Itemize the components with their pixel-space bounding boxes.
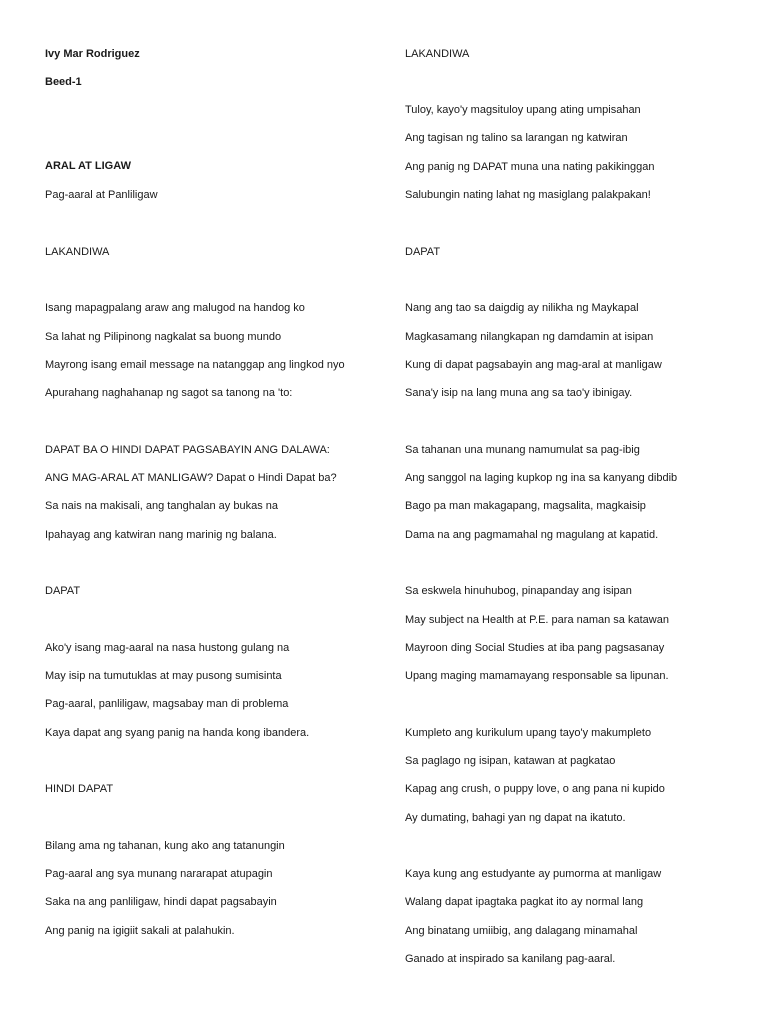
verse-line: Bago pa man makagapang, magsalita, magkaisip	[405, 500, 646, 512]
hindi-dapat-heading: HINDI DAPAT	[45, 783, 114, 795]
verse-line: Dama na ang pagmamahal ng magulang at kapatid.	[405, 529, 659, 541]
verse-line: Magkasamang nilangkapan ng damdamin at isipan	[405, 331, 654, 343]
verse-line: Apurahang naghahanap ng sagot sa tanong na 'to:	[45, 387, 293, 399]
verse-line: Bilang ama ng tahanan, kung ako ang tatanungin	[45, 840, 285, 852]
verse-line: Sana'y isip na lang muna ang sa tao'y ibinigay.	[405, 387, 633, 399]
verse-line: Walang dapat ipagtaka pagkat ito ay normal lang	[405, 896, 644, 908]
course-label: Beed-1	[45, 76, 82, 88]
verse-line: Upang maging mamamayang responsable sa lipunan.	[405, 670, 669, 682]
verse-line: Sa tahanan una munang namumulat sa pag-ibig	[405, 444, 640, 456]
document-title: ARAL AT LIGAW	[45, 160, 131, 172]
verse-line: Kumpleto ang kurikulum upang tayo'y makumpleto	[405, 727, 652, 739]
verse-line: Ganado at inspirado sa kanilang pag-aaral.	[405, 953, 616, 965]
verse-line: Ang tagisan ng talino sa larangan ng katwiran	[405, 132, 628, 144]
verse-line: Pag-aaral, panliligaw, magsabay man di problema	[45, 698, 289, 710]
verse-line: May subject na Health at P.E. para naman sa katawan	[405, 614, 669, 626]
verse-line: Kung di dapat pagsabayin ang mag-aral at manligaw	[405, 359, 662, 371]
verse-line: DAPAT BA O HINDI DAPAT PAGSABAYIN ANG DALAWA:	[45, 444, 330, 456]
verse-line: Ipahayag ang katwiran nang marinig ng balana.	[45, 529, 277, 541]
verse-line: Sa lahat ng Pilipinong nagkalat sa buong mundo	[45, 331, 282, 343]
lakandiwa-heading: LAKANDIWA	[405, 48, 470, 60]
verse-line: May isip na tumutuklas at may pusong sumisinta	[45, 670, 282, 682]
verse-line: Sa eskwela hinuhubog, pinapanday ang isipan	[405, 585, 632, 597]
verse-line: Mayroon ding Social Studies at iba pang pagsasanay	[405, 642, 665, 654]
verse-line: Salubungin nating lahat ng masiglang palakpakan!	[405, 189, 651, 201]
verse-line: Nang ang tao sa daigdig ay nilikha ng Maykapal	[405, 302, 639, 314]
lakandiwa-heading: LAKANDIWA	[45, 246, 110, 258]
verse-line: Ang binatang umiibig, ang dalagang minamahal	[405, 925, 638, 937]
verse-line: Saka na ang panliligaw, hindi dapat pagsabayin	[45, 896, 277, 908]
verse-line: Ang panig na igigiit sakali at palahukin.	[45, 925, 235, 937]
verse-line: Kaya kung ang estudyante ay pumorma at manligaw	[405, 868, 662, 880]
verse-line: Sa nais na makisali, ang tanghalan ay bukas na	[45, 500, 278, 512]
dapat-heading: DAPAT	[45, 585, 81, 597]
verse-line: Pag-aaral ang sya munang nararapat atupagin	[45, 868, 273, 880]
verse-line: Ang panig ng DAPAT muna una nating pakikinggan	[405, 161, 655, 173]
verse-line: Ay dumating, bahagi yan ng dapat na ikatuto.	[405, 812, 626, 824]
verse-line: Sa paglago ng isipan, katawan at pagkatao	[405, 755, 616, 767]
verse-line: ANG MAG-ARAL AT MANLIGAW? Dapat o Hindi Dapat ba?	[45, 472, 337, 484]
verse-line: Kaya dapat ang syang panig na handa kong ibandera.	[45, 727, 310, 739]
verse-line: Isang mapagpalang araw ang malugod na handog ko	[45, 302, 305, 314]
verse-line: Ang sanggol na laging kupkop ng ina sa kanyang dibdib	[405, 472, 678, 484]
verse-line: Kapag ang crush, o puppy love, o ang pana ni kupido	[405, 783, 665, 795]
verse-line: Mayrong isang email message na natanggap ang lingkod nyo	[45, 359, 345, 371]
dapat-heading: DAPAT	[405, 246, 441, 258]
verse-line: Ako'y isang mag-aaral na nasa hustong gulang na	[45, 642, 290, 654]
verse-line: Tuloy, kayo'y magsituloy upang ating umpisahan	[405, 104, 641, 116]
author-name: Ivy Mar Rodriguez	[45, 48, 140, 60]
document-subtitle: Pag-aaral at Panliligaw	[45, 189, 158, 201]
